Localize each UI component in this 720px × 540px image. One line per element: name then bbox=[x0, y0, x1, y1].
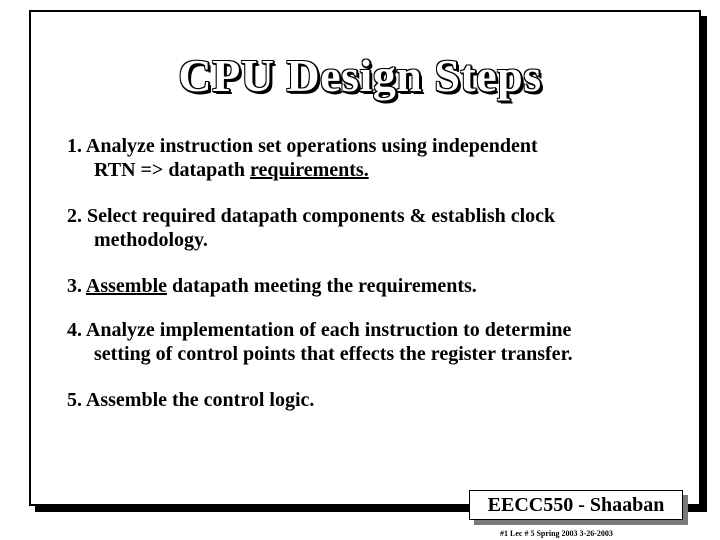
course-badge: EECC550 - Shaaban bbox=[469, 490, 683, 520]
step-4-line-1: 4. Analyze implementation of each instruction to determine bbox=[67, 319, 572, 341]
step-5-line-1: 5. Assemble the control logic. bbox=[67, 389, 315, 411]
step-5 bbox=[67, 388, 314, 412]
step-2-line-1: 2. Select required datapath components & establish clock bbox=[67, 205, 556, 227]
step-2-line-2: methodology. bbox=[94, 229, 208, 251]
step-3 bbox=[67, 274, 477, 298]
step-4-line-2: setting of control points that effects the register transfer. bbox=[94, 343, 573, 365]
slide-title: CPU Design Steps bbox=[178, 50, 542, 101]
step-1-line-2-text: RTN => datapath bbox=[94, 159, 251, 181]
step-3-underlined: Assemble bbox=[85, 275, 168, 297]
slide-footer: #1 Lec # 5 Spring 2003 3-26-2003 bbox=[500, 529, 613, 538]
step-3-text: datapath meeting the requirements. bbox=[167, 275, 477, 297]
step-4 bbox=[67, 318, 573, 366]
step-3-number: 3. bbox=[67, 275, 86, 297]
step-1-line-2 bbox=[67, 158, 538, 182]
step-1 bbox=[67, 134, 538, 182]
step-1-line-1: 1. Analyze instruction set operations using independent bbox=[67, 135, 538, 157]
step-1-underlined: requirements. bbox=[250, 159, 369, 181]
step-2 bbox=[67, 204, 555, 252]
